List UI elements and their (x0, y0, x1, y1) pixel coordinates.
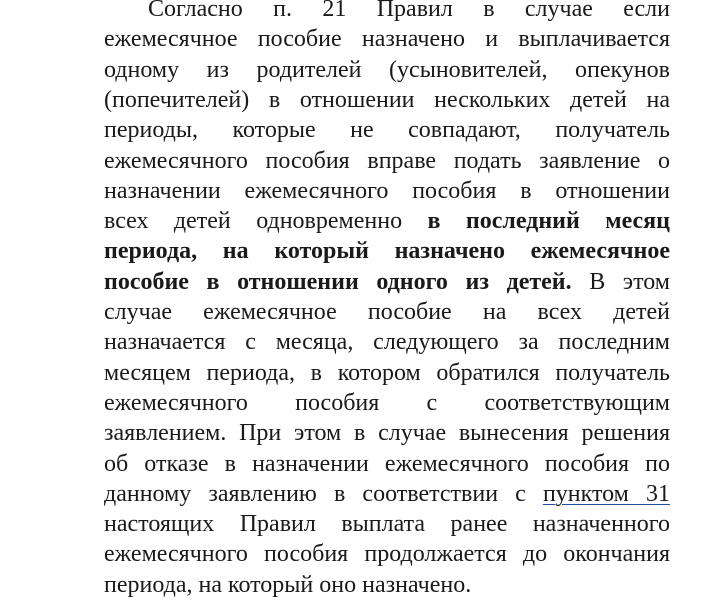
body-text: месяцем периода, в котором обратился получатель (104, 359, 670, 386)
paragraph-line (104, 418, 670, 448)
body-text: периода, на который оно назначено. (104, 571, 472, 598)
body-text: ежемесячного пособия продолжается до окончания (104, 541, 670, 568)
paragraph-line (104, 55, 670, 85)
body-text: Согласно п. 21 Правил в случае если (148, 0, 670, 22)
paragraph-line (104, 327, 670, 357)
body-text: случае ежемесячное пособие на всех детей (104, 299, 670, 325)
paragraph-line (104, 570, 670, 600)
body-text: (попечителей) в отношении нескольких детей на (104, 86, 670, 113)
paragraph-line (104, 24, 670, 54)
paragraph-line (104, 115, 670, 145)
body-text: данному заявлению в соответствии с (104, 480, 543, 507)
paragraph-line (104, 236, 670, 266)
body-text: ежемесячного пособия с соответствующим (104, 389, 670, 416)
paragraph-line (148, 0, 670, 24)
paragraph-line (104, 206, 670, 236)
paragraph-line (104, 539, 670, 569)
paragraph-line (104, 146, 670, 176)
bold-text: в последний месяц (427, 208, 670, 235)
paragraph-line (104, 297, 670, 327)
body-text: назначается с месяца, следующего за последним (104, 329, 670, 356)
paragraph-line (104, 176, 670, 206)
body-text: одному из родителей (усыновителей, опекунов (104, 56, 670, 83)
paragraph-line (104, 449, 670, 479)
body-text: В этом (571, 268, 670, 295)
rule-link-punkt-31[interactable]: пунктом 31 (542, 480, 670, 507)
bold-text: пособие в отношении одного из детей. (104, 268, 572, 295)
paragraph-line (104, 267, 670, 297)
body-text: заявлением. При этом в случае вынесения решения (104, 420, 670, 447)
body-text: всех детей одновременно (104, 208, 428, 235)
body-text: ежемесячного пособия вправе подать заявление о (104, 147, 670, 174)
body-text: ежемесячное пособие назначено и выплачивается (104, 26, 670, 53)
paragraph-line (104, 85, 670, 115)
bold-text: периода, на который назначено ежемесячное (104, 238, 670, 265)
paragraph-line (104, 479, 670, 509)
body-text: настоящих Правил выплата ранее назначенного (104, 511, 670, 538)
paragraph-line (104, 358, 670, 388)
body-text: периоды, которые не совпадают, получатель (104, 117, 670, 144)
paragraph-line (104, 388, 670, 418)
body-text: об отказе в назначении ежемесячного пособия по (104, 450, 670, 477)
body-text: назначении ежемесячного пособия в отношении (104, 177, 670, 204)
paragraph-line (104, 509, 670, 539)
